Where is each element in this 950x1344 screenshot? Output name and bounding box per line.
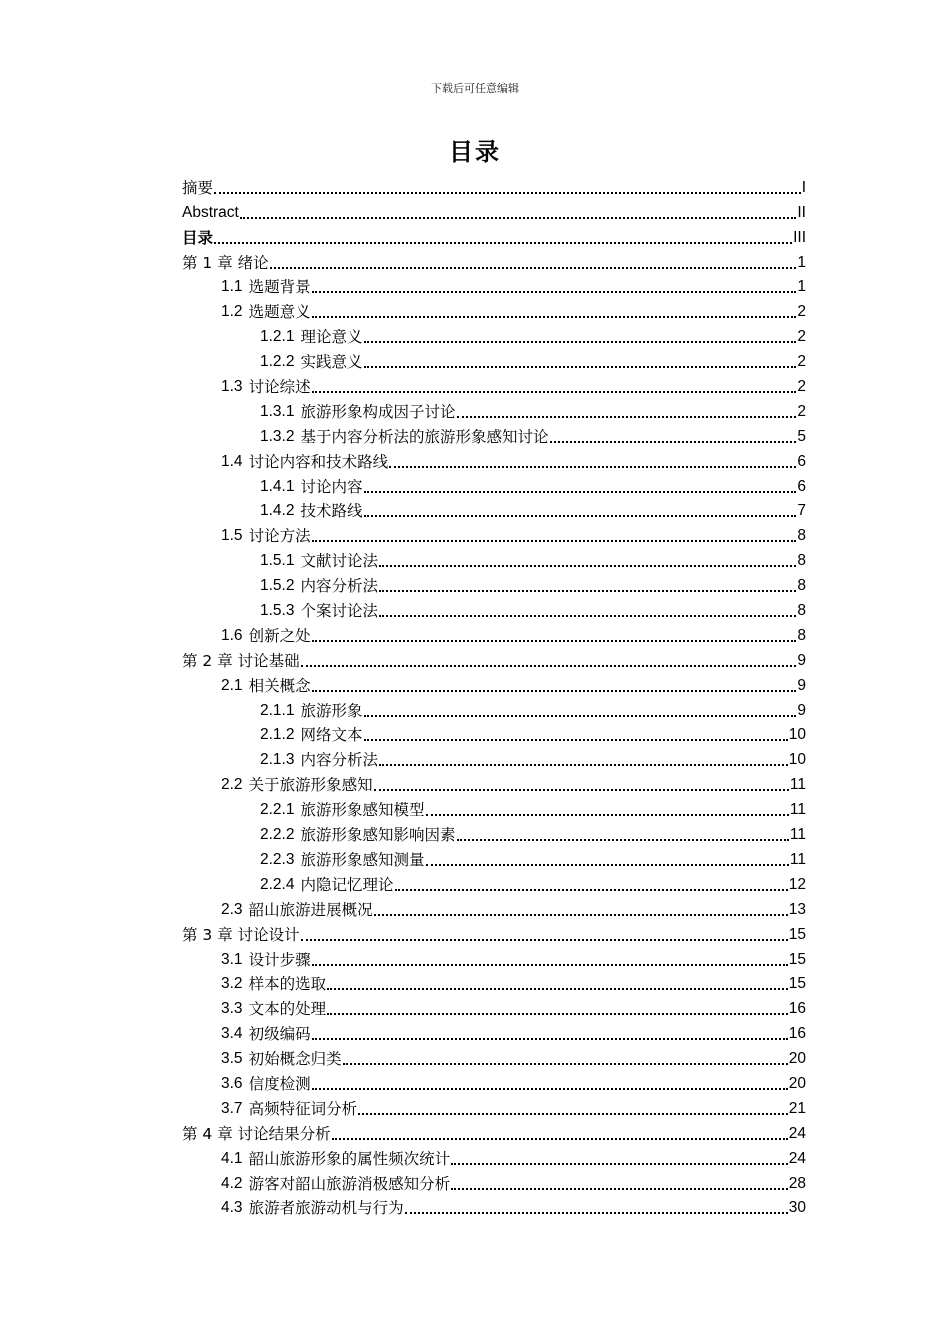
toc-entry-number: 3.2: [221, 975, 243, 993]
toc-entry[interactable]: [182, 596, 806, 621]
toc-leader-dots: [405, 1211, 788, 1214]
toc-entry[interactable]: [182, 1144, 806, 1169]
toc-entry[interactable]: [182, 1019, 806, 1044]
toc-leader-dots: [240, 216, 797, 219]
toc-entry-number: 2.2.1: [260, 801, 295, 819]
toc-entry-page: 16: [788, 1025, 806, 1043]
toc-leader-dots: [214, 241, 792, 244]
toc-entry-label: 旅游形象感知模型: [300, 801, 425, 820]
toc-entry-page: 11: [789, 801, 806, 819]
toc-entry-number: 1.1: [221, 278, 243, 296]
toc-entry-number: 3.3: [221, 1000, 243, 1018]
toc-entry-label: 设计步骤: [248, 950, 311, 969]
toc-leader-dots: [312, 539, 797, 542]
toc-entry-label: 游客对韶山旅游消极感知分析: [248, 1174, 451, 1193]
toc-entry-page: 15: [788, 925, 806, 943]
toc-entry-number: 1.2.2: [260, 353, 295, 371]
toc-entry-number: 2.1.1: [260, 701, 295, 719]
toc-entry-label: 内隐记忆理论: [300, 875, 394, 894]
toc-entry-number: 2.1: [221, 676, 243, 694]
toc-entry-label: 旅游者旅游动机与行为: [248, 1199, 404, 1218]
toc-entry-label: 实践意义: [300, 353, 363, 372]
toc-entry[interactable]: [182, 845, 806, 870]
toc-entry[interactable]: [182, 994, 806, 1019]
toc-entry-page: 9: [797, 676, 806, 694]
toc-entry-label: 内容分析法: [300, 751, 378, 770]
toc-leader-dots: [301, 664, 797, 667]
toc-entry[interactable]: [182, 198, 806, 223]
toc-entry-page: 8: [797, 602, 806, 620]
toc-entry-label: 旅游形象构成因子讨论: [300, 402, 456, 421]
toc-entry-label: 第 1 章 绪论: [182, 253, 269, 272]
toc-entry-page: 6: [797, 452, 806, 470]
toc-entry-number: 3.7: [221, 1099, 243, 1117]
toc-entry-label: 网络文本: [300, 726, 363, 745]
toc-entry[interactable]: [182, 546, 806, 571]
toc-leader-dots: [457, 838, 789, 841]
toc-entry-label: 关于旅游形象感知: [248, 776, 373, 795]
toc-entry[interactable]: [182, 422, 806, 447]
toc-leader-dots: [327, 1012, 788, 1015]
page-title: 目录: [449, 138, 501, 166]
toc-entry[interactable]: [182, 1169, 806, 1194]
toc-entry-label: 韶山旅游进展概况: [248, 900, 373, 919]
toc-leader-dots: [451, 1162, 788, 1165]
toc-entry-page: 20: [788, 1074, 806, 1092]
toc-entry[interactable]: [182, 223, 806, 248]
toc-leader-dots: [364, 514, 797, 517]
toc-entry-page: 30: [788, 1199, 806, 1217]
toc-entry-label: 旅游形象: [300, 701, 363, 720]
toc-entry-label: 初始概念归类: [248, 1050, 342, 1069]
toc-entry-number: 2.1.3: [260, 751, 295, 769]
toc-entry-page: 28: [788, 1174, 806, 1192]
toc-entry-label: 第 4 章 讨论结果分析: [182, 1124, 331, 1143]
toc-entry-page: 11: [789, 826, 806, 844]
toc-leader-dots: [374, 788, 789, 791]
toc-leader-dots: [301, 938, 788, 941]
toc-entry-number: 3.4: [221, 1025, 243, 1043]
toc-entry-label: 相关概念: [248, 676, 311, 695]
toc-entry-number: 3.1: [221, 950, 243, 968]
toc-entry[interactable]: [182, 870, 806, 895]
toc-entry-page: 2: [797, 328, 806, 346]
toc-entry-page: 9: [797, 701, 806, 719]
toc-leader-dots: [426, 813, 789, 816]
toc-entry-page: 24: [788, 1149, 806, 1167]
toc-leader-dots: [358, 1112, 788, 1115]
toc-leader-dots: [379, 763, 788, 766]
toc-entry-page: 24: [788, 1124, 806, 1142]
toc-leader-dots: [312, 1087, 788, 1090]
toc-entry[interactable]: [182, 521, 806, 546]
toc-entry-label: 文本的处理: [248, 1000, 327, 1019]
toc-entry[interactable]: [182, 920, 806, 945]
toc-leader-dots: [312, 689, 797, 692]
toc-entry-number: 1.2.1: [260, 328, 295, 346]
toc-entry-page: 2: [797, 378, 806, 396]
toc-entry-number: 2.2: [221, 776, 243, 794]
toc-entry[interactable]: [182, 970, 806, 995]
toc-leader-dots: [395, 888, 788, 891]
toc-entry-label: 样本的选取: [248, 975, 327, 994]
toc-entry-label: 信度检测: [248, 1074, 311, 1093]
toc-entry-number: 1.2: [221, 303, 243, 321]
toc-leader-dots: [312, 639, 797, 642]
toc-leader-dots: [270, 266, 797, 269]
toc-entry[interactable]: [182, 895, 806, 920]
toc-entry-number: 1.6: [221, 626, 243, 644]
toc-entry-page: 2: [797, 353, 806, 371]
toc-entry-label: 选题背景: [248, 278, 311, 297]
toc-entry-page: 2: [797, 402, 806, 420]
toc-entry[interactable]: [182, 297, 806, 322]
toc-entry-page: 8: [797, 577, 806, 595]
toc-entry-label: 讨论内容和技术路线: [248, 452, 389, 471]
toc-entry-label: 基于内容分析法的旅游形象感知讨论: [300, 427, 549, 446]
toc-entry-number: 4.1: [221, 1149, 243, 1167]
toc-entry-page: 12: [788, 875, 806, 893]
toc-entry[interactable]: [182, 1094, 806, 1119]
toc-entry-label: 旅游形象感知影响因素: [300, 826, 456, 845]
toc-entry[interactable]: [182, 347, 806, 372]
toc-entry[interactable]: [182, 497, 806, 522]
toc-entry-number: 4.2: [221, 1174, 243, 1192]
toc-entry-number: 1.4: [221, 452, 243, 470]
toc-entry[interactable]: [182, 795, 806, 820]
toc-leader-dots: [312, 963, 788, 966]
toc-entry-label: 第 2 章 讨论基础: [182, 651, 300, 670]
toc-entry-page: 8: [797, 527, 806, 545]
toc-entry-page: 1: [797, 278, 806, 296]
toc-entry-number: 1.4.2: [260, 502, 295, 520]
toc-leader-dots: [364, 340, 797, 343]
toc-entry-label: 讨论方法: [248, 527, 311, 546]
toc-entry-page: 7: [797, 502, 806, 520]
toc-entry-number: 2.2.3: [260, 850, 295, 868]
toc-leader-dots: [379, 614, 796, 617]
toc-entry-number: 2.3: [221, 900, 243, 918]
toc-entry-page: 8: [797, 552, 806, 570]
toc-entry-number: 1.5: [221, 527, 243, 545]
toc-entry[interactable]: [182, 945, 806, 970]
toc-entry[interactable]: [182, 322, 806, 347]
toc-entry[interactable]: [182, 1119, 806, 1144]
toc-leader-dots: [312, 290, 797, 293]
toc-leader-dots: [379, 564, 796, 567]
toc-entry-page: 11: [789, 776, 806, 794]
toc-entry-label: 技术路线: [300, 502, 363, 521]
toc-entry-label: 初级编码: [248, 1025, 311, 1044]
toc-leader-dots: [451, 1187, 788, 1190]
toc-entry-label: 讨论综述: [248, 378, 311, 397]
toc-entry-label: 选题意义: [248, 303, 311, 322]
toc-entry-page: 1: [797, 253, 806, 271]
toc-leader-dots: [364, 365, 797, 368]
toc-entry[interactable]: [182, 1044, 806, 1069]
toc-entry-page: 15: [788, 975, 806, 993]
toc-leader-dots: [327, 987, 788, 990]
toc-leader-dots: [550, 440, 797, 443]
toc-leader-dots: [364, 714, 797, 717]
toc-entry-label: 讨论内容: [300, 477, 363, 496]
toc-entry-page: 6: [797, 477, 806, 495]
toc-entry-page: 8: [797, 626, 806, 644]
toc-leader-dots: [343, 1062, 788, 1065]
toc-entry-label: 创新之处: [248, 626, 311, 645]
toc-entry-number: 3.6: [221, 1074, 243, 1092]
toc-entry-number: 3.5: [221, 1050, 243, 1068]
toc-leader-dots: [457, 415, 797, 418]
toc-entry-number: 2.2.2: [260, 826, 295, 844]
toc-entry-page: II: [797, 203, 806, 221]
toc-entry-label: Abstract: [182, 203, 239, 221]
toc-entry-label: 内容分析法: [300, 577, 378, 596]
toc-entry[interactable]: [182, 671, 806, 696]
toc-entry[interactable]: [182, 447, 806, 472]
toc-leader-dots: [389, 465, 796, 468]
toc-entry-label: 个案讨论法: [300, 602, 378, 621]
toc-entry-page: 16: [788, 1000, 806, 1018]
toc-entry-page: 15: [788, 950, 806, 968]
toc-leader-dots: [426, 863, 789, 866]
toc-entry-page: 2: [797, 303, 806, 321]
toc-entry-number: 2.2.4: [260, 875, 295, 893]
toc-entry[interactable]: [182, 1194, 806, 1219]
toc-leader-dots: [364, 490, 797, 493]
toc-entry-page: 20: [788, 1050, 806, 1068]
toc-entry-page: 11: [789, 850, 806, 868]
toc-entry[interactable]: [182, 646, 806, 671]
toc-entry-label: 目录: [182, 228, 214, 247]
toc-entry[interactable]: [182, 621, 806, 646]
toc-entry-label: 理论意义: [300, 328, 363, 347]
toc-entry[interactable]: [182, 1069, 806, 1094]
toc-entry-number: 4.3: [221, 1199, 243, 1217]
toc-entry[interactable]: [182, 173, 806, 198]
toc-entry[interactable]: [182, 248, 806, 273]
toc-entry-page: 10: [788, 726, 806, 744]
toc-entry[interactable]: [182, 820, 806, 845]
toc-entry[interactable]: [182, 571, 806, 596]
toc-entry-label: 第 3 章 讨论设计: [182, 925, 300, 944]
toc-leader-dots: [214, 191, 801, 194]
toc-entry-number: 2.1.2: [260, 726, 295, 744]
header-note: 下载后可任意编辑: [431, 82, 519, 95]
toc-entry-number: 1.5.3: [260, 602, 295, 620]
toc-entry-page: 13: [788, 900, 806, 918]
toc-entry-label: 韶山旅游形象的属性频次统计: [248, 1149, 451, 1168]
toc-entry-number: 1.5.1: [260, 552, 295, 570]
toc-entry[interactable]: [182, 745, 806, 770]
toc-leader-dots: [374, 913, 788, 916]
toc-entry[interactable]: [182, 273, 806, 298]
toc-leader-dots: [379, 589, 796, 592]
toc-entry[interactable]: [182, 696, 806, 721]
table-of-contents: [182, 173, 806, 1218]
toc-entry-label: 摘要: [182, 178, 214, 197]
toc-entry[interactable]: [182, 397, 806, 422]
toc-leader-dots: [312, 1037, 788, 1040]
toc-leader-dots: [332, 1137, 788, 1140]
toc-entry-label: 旅游形象感知测量: [300, 850, 425, 869]
toc-entry[interactable]: [182, 770, 806, 795]
toc-entry-number: 1.5.2: [260, 577, 295, 595]
toc-leader-dots: [312, 315, 797, 318]
toc-entry-label: 高频特征词分析: [248, 1099, 358, 1118]
toc-entry-page: 21: [788, 1099, 806, 1117]
toc-entry-page: III: [793, 228, 806, 246]
toc-entry-number: 1.4.1: [260, 477, 295, 495]
toc-entry-page: 9: [797, 651, 806, 669]
toc-entry-number: 1.3: [221, 378, 243, 396]
toc-entry-number: 1.3.1: [260, 402, 295, 420]
toc-entry[interactable]: [182, 472, 806, 497]
toc-leader-dots: [312, 390, 797, 393]
toc-entry-page: I: [801, 178, 806, 196]
toc-entry-page: 5: [797, 427, 806, 445]
toc-entry[interactable]: [182, 721, 806, 746]
toc-entry-page: 10: [788, 751, 806, 769]
toc-entry-label: 文献讨论法: [300, 552, 378, 571]
toc-entry-number: 1.3.2: [260, 427, 295, 445]
toc-entry[interactable]: [182, 372, 806, 397]
toc-leader-dots: [364, 738, 788, 741]
